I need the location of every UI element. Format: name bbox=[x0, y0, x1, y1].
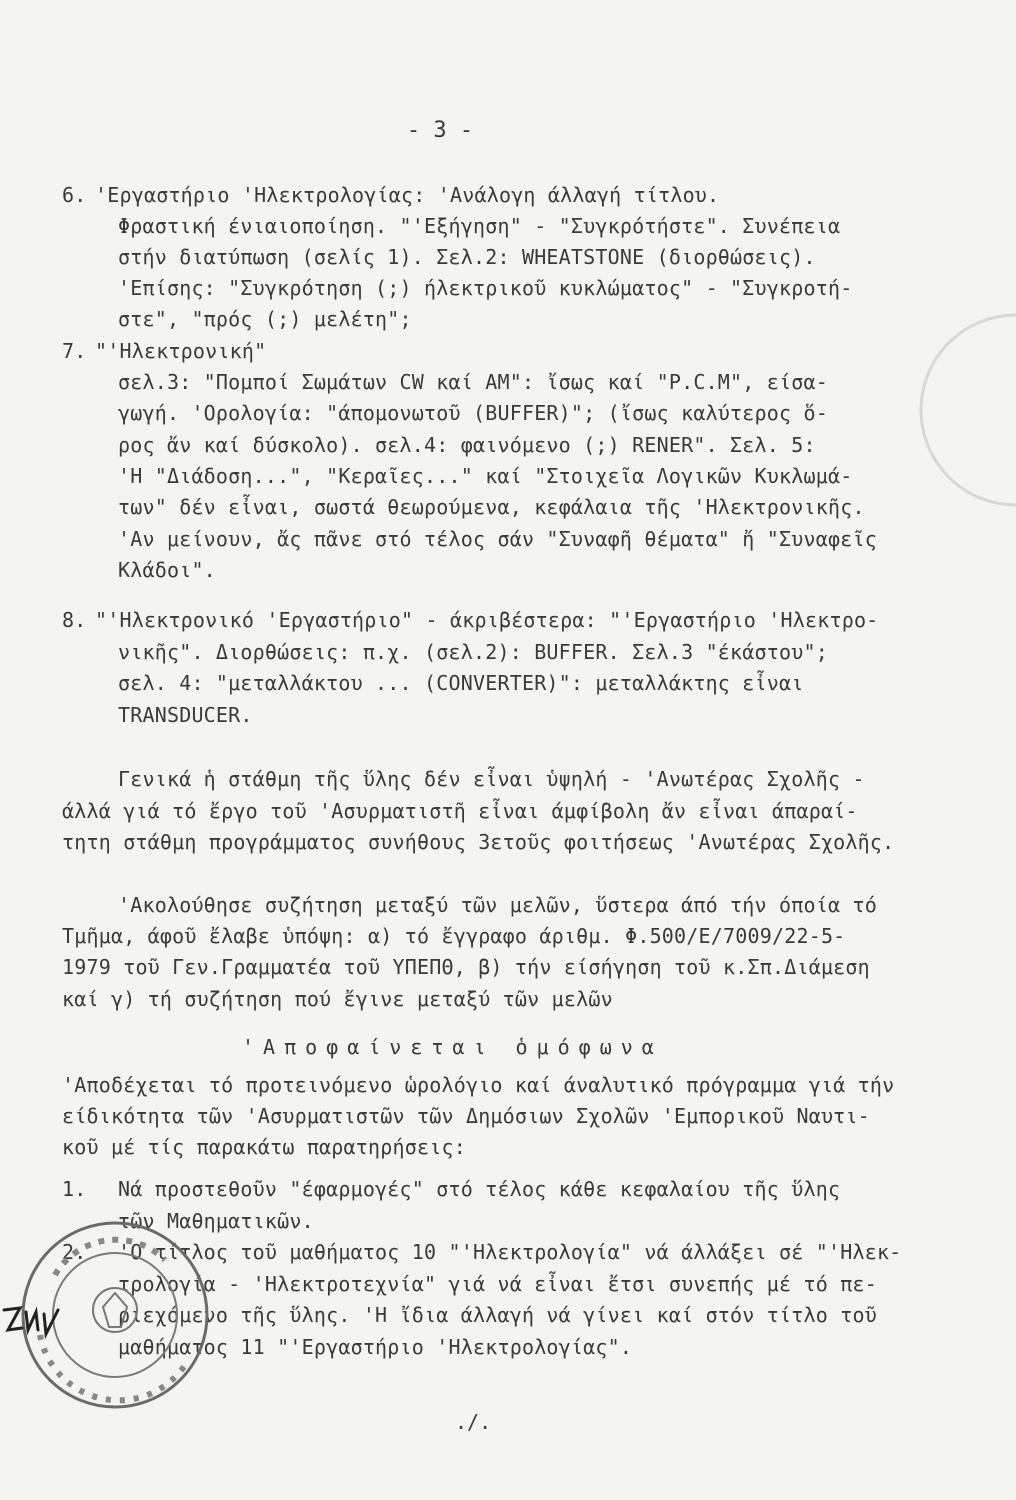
decision-item-line: τρολογία - 'Ηλεκτροτεχνία" γιά νά εἶναι ἔτσι συνεπής μέ τό πε- bbox=[118, 1272, 877, 1296]
decision-item-line: Νά προστεθοῦν "έφαρμογές" στό τέλος κάθε κεφαλαίου τῆς ὕλης bbox=[118, 1177, 841, 1201]
item-number: 8. bbox=[62, 608, 87, 632]
continuation-mark: ./. bbox=[455, 1410, 492, 1434]
item-line: στήν διατύπωση (σελίς 1). Σελ.2: WHEATSTONE (διορθώσεις). bbox=[118, 245, 816, 269]
item-line: 'Αν μείνουν, ἄς πᾶνε στό τέλος σάν "Συναφῆ θέματα" ἤ "Συναφεῖς bbox=[118, 527, 877, 551]
faint-stamp-impression bbox=[906, 300, 1016, 520]
item-number: 7. bbox=[62, 339, 87, 363]
paragraph-line: άλλά γιά τό ἔργο τοῦ 'Ασυρματιστῆ εἶναι άμφίβολη ἄν εἶναι άπαραί- bbox=[62, 799, 858, 823]
item-line: Φραστική ένιαιοποίηση. "'Εξήγηση" - "Συγκρότήστε". Συνέπεια bbox=[118, 214, 841, 238]
item-line: σελ.3: "Πομποί Σωμάτων CW καί AM": ἴσως καί "P.C.M", είσα- bbox=[118, 370, 828, 394]
decision-item-number: 1. bbox=[62, 1177, 87, 1201]
decision-item-line: 'Ο τίτλος τοῦ μαθήματος 10 "'Ηλεκτρολογία" νά άλλάξει σέ "'Ηλεκ- bbox=[118, 1240, 902, 1264]
decision-item-line: μαθήματος 11 "'Εργαστήριο 'Ηλεκτρολογίας". bbox=[118, 1335, 633, 1359]
decision-item-number: 2. bbox=[62, 1240, 87, 1264]
decision-line: 'Αποδέχεται τό προτεινόμενο ὡρολόγιο καί άναλυτικό πρόγραμμα γιά τήν bbox=[62, 1073, 895, 1097]
item-line: ρος ἄν καί δύσκολο). σελ.4: φαινόμενο (;) RENER". Σελ. 5: bbox=[118, 433, 816, 457]
item-line: Κλάδοι". bbox=[118, 558, 216, 582]
decision-line: είδικότητα τῶν 'Ασυρματιστῶν τῶν Δημόσιων Σχολῶν 'Εμπορικοῦ Ναυτι- bbox=[62, 1104, 870, 1128]
decision-heading: 'Αποφαίνεται ὁμόφωνα bbox=[242, 1035, 663, 1059]
page-number: - 3 - bbox=[406, 118, 474, 143]
paragraph-line: 'Ακολούθησε συζήτηση μεταξύ τῶν μελῶν, ὕστερα άπό τήν όποία τό bbox=[118, 893, 877, 917]
item-line: "'Ηλεκτρονική" bbox=[95, 339, 267, 363]
item-number: 6. bbox=[62, 183, 87, 207]
item-line: "'Ηλεκτρονικό 'Εργαστήριο" - άκριβέστερα: "'Εργαστήριο 'Ηλεκτρο- bbox=[95, 608, 879, 632]
item-line: σελ. 4: "μεταλλάκτου ... (CONVERTER)": μεταλλάκτης εἶναι bbox=[118, 671, 804, 695]
item-line: στε", "πρός (;) μελέτη"; bbox=[118, 307, 412, 331]
item-line: 'Επίσης: "Συγκρότηση (;) ήλεκτρικοῦ κυκλώματος" - "Συγκροτή- bbox=[118, 276, 853, 300]
item-line: γωγή. 'Ορολογία: "άπομονωτοῦ (BUFFER)"; (ἴσως καλύτερος ὅ- bbox=[118, 401, 828, 425]
paragraph-line: 1979 τοῦ Γεν.Γραμματέα τοῦ ΥΠΕΠΘ, β) τήν είσήγηση τοῦ κ.Σπ.Διάμεση bbox=[62, 955, 870, 979]
handwritten-signature bbox=[0, 1300, 80, 1360]
item-line: νικῆς". Διορθώσεις: π.χ. (σελ.2): BUFFER. Σελ.3 "έκάστου"; bbox=[118, 640, 828, 664]
item-line: TRANSDUCER. bbox=[118, 703, 253, 727]
paragraph-line: Τμῆμα, άφοῦ ἔλαβε ὑπόψη: α) τό ἔγγραφο άριθμ. Φ.500/Ε/7009/22-5- bbox=[62, 924, 846, 948]
item-line: 'Εργαστήριο 'Ηλεκτρολογίας: 'Ανάλογη άλλαγή τίτλου. bbox=[95, 183, 720, 207]
decision-line: κοῦ μέ τίς παρακάτω παρατηρήσεις: bbox=[62, 1135, 466, 1159]
item-line: 'Η "Διάδοση...", "Κεραῖες..." καί "Στοιχεῖα Λογικῶν Κυκλωμά- bbox=[118, 464, 853, 488]
decision-item-line: ριεχόμενο τῆς ὕλης. 'Η ἴδια άλλαγή νά γίνει καί στόν τίτλο τοῦ bbox=[118, 1303, 877, 1327]
paragraph-line: καί γ) τή συζήτηση πού ἔγινε μεταξύ τῶν μελῶν bbox=[62, 987, 613, 1011]
decision-item-line: τῶν Μαθηματικῶν. bbox=[118, 1209, 314, 1233]
paragraph-line: Γενικά ἡ στάθμη τῆς ὕλης δέν εἶναι ὑψηλή - 'Ανωτέρας Σχολῆς - bbox=[118, 767, 865, 791]
paragraph-line: τητη στάθμη προγράμματος συνήθους 3ετοῦς φοιτήσεως 'Ανωτέρας Σχολῆς. bbox=[62, 830, 895, 854]
item-line: των" δέν εἶναι, σωστά θεωρούμενα, κεφάλαια τῆς 'Ηλεκτρονικῆς. bbox=[118, 495, 865, 519]
